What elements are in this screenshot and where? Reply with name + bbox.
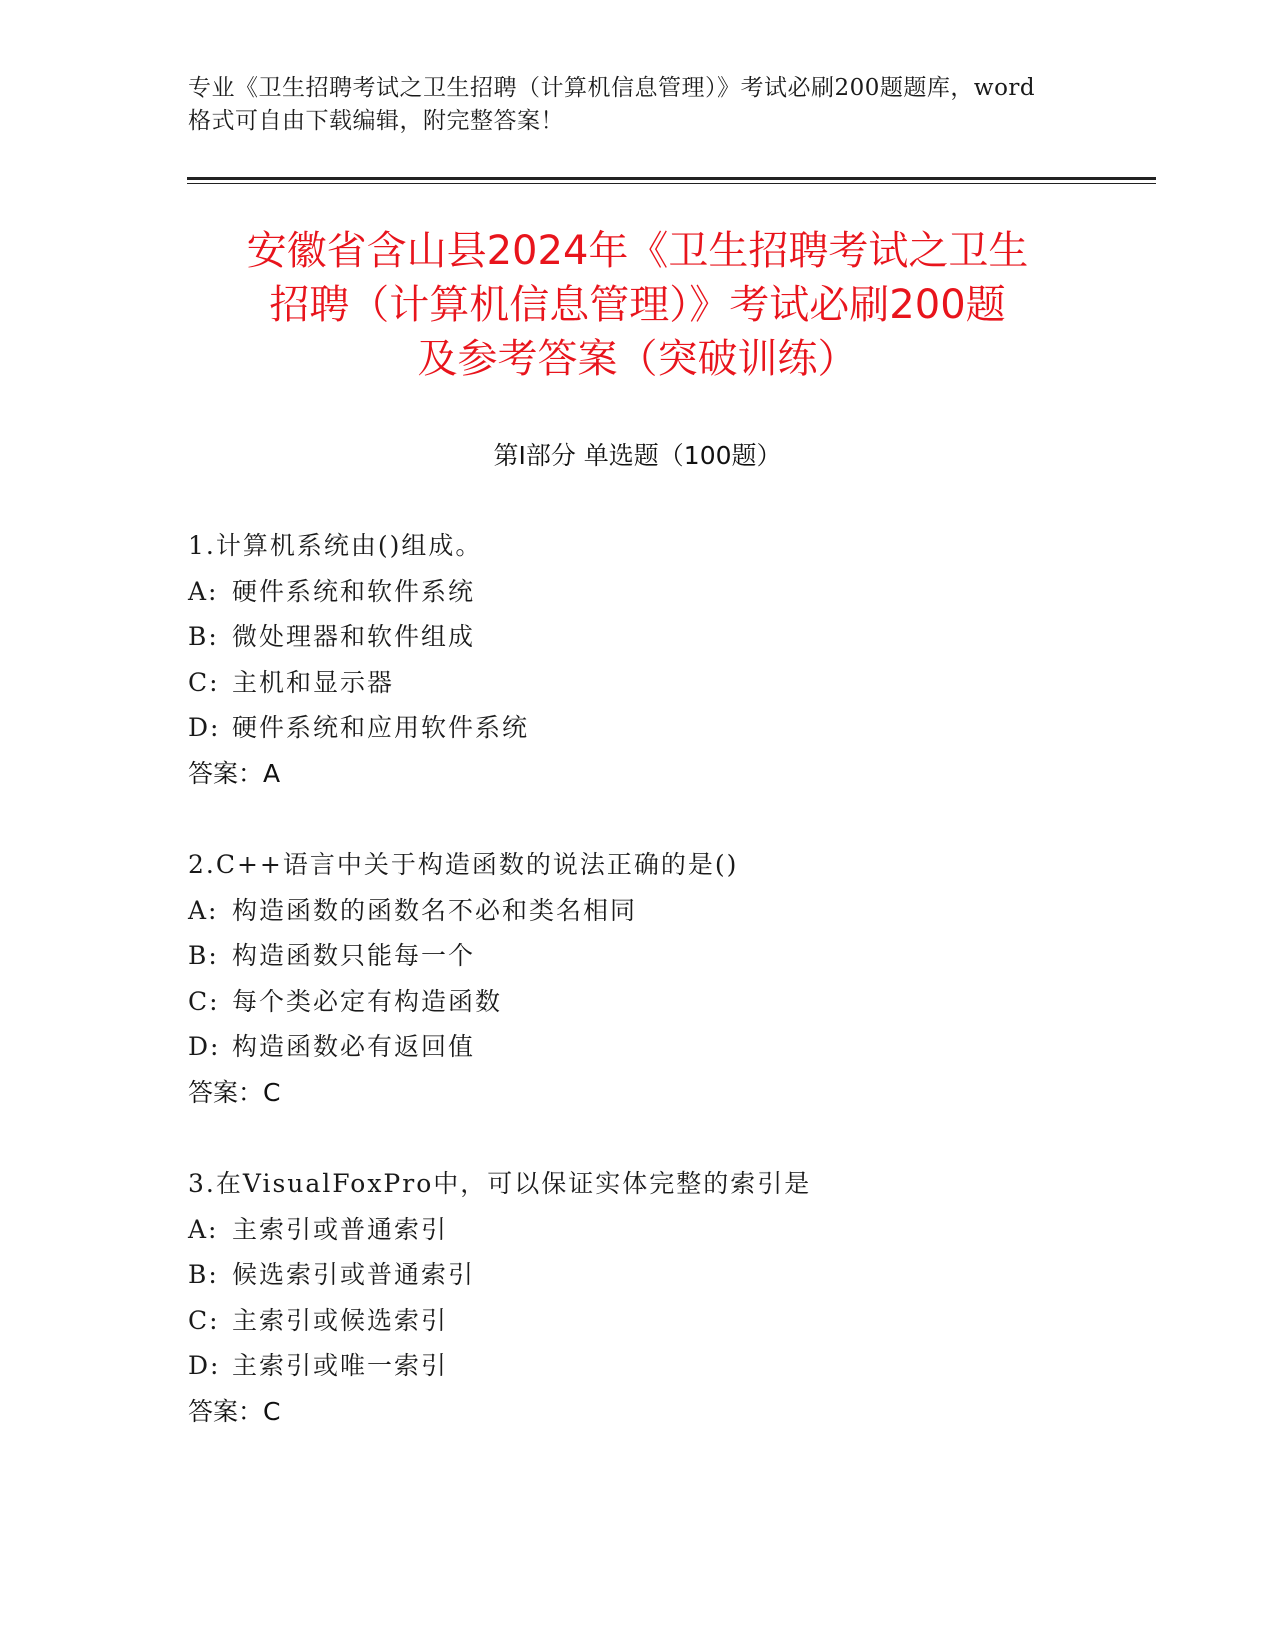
option-letter: D:	[188, 1351, 221, 1380]
answer-label: 答案：C	[188, 1077, 281, 1107]
option-c	[188, 660, 1148, 706]
header-note	[188, 72, 1108, 138]
option-d	[188, 705, 1148, 751]
option-a	[188, 888, 1148, 934]
option-text: 构造函数必有返回值	[232, 1032, 476, 1061]
document-title-line-3: 及参考答案（突破训练）	[417, 336, 858, 382]
header-divider-thin	[187, 183, 1156, 184]
document-title	[180, 224, 1095, 386]
option-letter: C:	[188, 986, 220, 1016]
header-note-line-2: 格式可自由下载编辑，附完整答案！	[188, 108, 564, 134]
question-2	[188, 842, 1148, 1115]
option-text: 构造函数的函数名不必和类名相同	[232, 895, 638, 925]
header-note-line-1: 专业《卫生招聘考试之卫生招聘（计算机信息管理）》考试必刷200题题库，word	[188, 75, 1036, 101]
option-b	[188, 1252, 1148, 1298]
option-letter: B:	[188, 622, 219, 651]
question-list	[188, 523, 1148, 1480]
question-stem: 1.计算机系统由()组成。	[188, 531, 483, 560]
option-c	[188, 1298, 1148, 1344]
option-text: 候选索引或普通索引	[232, 1260, 476, 1289]
option-b	[188, 614, 1148, 660]
option-text: 每个类必定有构造函数	[232, 986, 503, 1016]
option-d	[188, 1343, 1148, 1389]
option-text: 主索引或普通索引	[232, 1214, 449, 1244]
option-text: 硬件系统和软件系统	[232, 576, 476, 606]
option-text: 主索引或唯一索引	[232, 1351, 449, 1380]
question-3	[188, 1161, 1148, 1434]
document-title-line-1: 安徽省含山县2024年《卫生招聘考试之卫生	[246, 228, 1029, 274]
option-letter: C:	[188, 1305, 220, 1335]
option-letter: A:	[188, 576, 219, 606]
option-letter: C:	[188, 667, 220, 697]
answer-label: 答案：C	[188, 1396, 281, 1426]
option-d	[188, 1024, 1148, 1070]
header-divider-thick	[187, 177, 1156, 180]
option-letter: B:	[188, 941, 219, 970]
option-text: 构造函数只能每一个	[232, 941, 476, 970]
option-c	[188, 979, 1148, 1025]
option-letter: A:	[188, 895, 219, 925]
option-text: 主索引或候选索引	[232, 1305, 449, 1335]
option-text: 微处理器和软件组成	[232, 622, 476, 651]
option-a	[188, 1207, 1148, 1253]
question-stem: 2.C++语言中关于构造函数的说法正确的是()	[188, 850, 739, 879]
option-letter: D:	[188, 1032, 221, 1061]
option-b	[188, 933, 1148, 979]
option-letter: B:	[188, 1260, 219, 1289]
question-stem: 3.在VisualFoxPro中，可以保证实体完整的索引是	[188, 1169, 812, 1198]
question-1	[188, 523, 1148, 796]
option-letter: D:	[188, 713, 221, 742]
option-a	[188, 569, 1148, 615]
document-title-line-2: 招聘（计算机信息管理）》考试必刷200题	[269, 282, 1006, 328]
option-text: 硬件系统和应用软件系统	[232, 713, 530, 742]
option-letter: A:	[188, 1214, 219, 1244]
option-text: 主机和显示器	[232, 667, 395, 697]
answer-label: 答案：A	[188, 758, 281, 788]
section-title: 第Ⅰ部分 单选题（100题）	[493, 441, 782, 470]
